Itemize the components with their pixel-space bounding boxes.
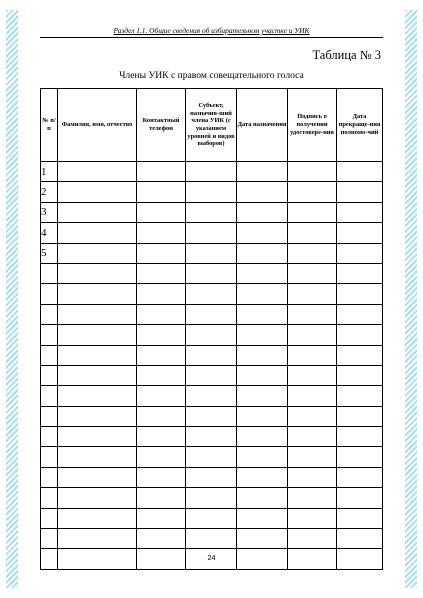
table-cell [337,223,383,243]
table-row [41,345,383,365]
table-row [41,447,383,467]
table-cell [58,202,137,222]
table-cell [58,508,137,528]
row-number-cell: 2 [41,182,58,202]
table-cell [288,325,337,345]
right-decorative-stripe [405,10,417,588]
row-number-cell [41,488,58,508]
table-cell [137,223,186,243]
table-row [41,427,383,447]
table-cell [337,162,383,182]
section-header: Раздел 1.1. Общие сведения об избирательном участке и УИК [113,26,310,35]
table-cell [58,447,137,467]
table-row [41,223,383,243]
table-cell [237,345,288,365]
row-number-cell: 5 [41,243,58,263]
column-header-appointing-subject: Субъект, назначив-ший члена УИК (с указанием уровней и видов выборов) [186,89,237,162]
table-body [41,162,383,570]
table-cell [288,488,337,508]
table-cell [58,182,137,202]
table-cell [137,345,186,365]
table-number: Таблица № 3 [312,48,381,62]
table-cell [337,182,383,202]
table-cell [58,345,137,365]
table-cell [237,223,288,243]
table-row [41,529,383,549]
table-cell [186,182,237,202]
table-row [41,304,383,324]
table-cell [58,427,137,447]
header-divider [40,37,383,38]
table-cell [288,447,337,467]
table-cell [58,467,137,487]
table-cell [337,467,383,487]
table-cell [137,365,186,385]
table-cell [237,304,288,324]
table-cell [337,447,383,467]
table-cell [237,488,288,508]
table-cell [137,162,186,182]
table-cell [237,467,288,487]
table-row [41,202,383,222]
table-cell [237,529,288,549]
table-row [41,508,383,528]
table-cell [58,325,137,345]
table-cell [288,427,337,447]
table-cell [137,467,186,487]
table-cell [288,406,337,426]
table-cell [337,406,383,426]
table-cell [237,162,288,182]
row-number-cell: 4 [41,223,58,243]
table-cell [186,386,237,406]
table-cell [58,284,137,304]
table-cell [137,447,186,467]
table-cell [186,325,237,345]
table-cell [337,508,383,528]
table-header-row [41,89,383,162]
table-cell [58,365,137,385]
table-cell [137,202,186,222]
table-cell [288,345,337,365]
table-cell [186,284,237,304]
row-number-cell [41,529,58,549]
table-row [41,182,383,202]
row-number-cell [41,508,58,528]
table-cell [288,467,337,487]
table-cell [186,406,237,426]
table-cell [288,529,337,549]
row-number-cell [41,467,58,487]
table-cell [237,243,288,263]
table-cell [137,508,186,528]
table-cell [58,488,137,508]
table-row [41,467,383,487]
table-cell [337,345,383,365]
column-header-appointment-date: Дата назначения [237,89,288,162]
table-cell [137,427,186,447]
row-number-cell [41,406,58,426]
column-header-id-signature: Подпись о получении удостовере-ния [288,89,337,162]
table-cell [337,386,383,406]
table-cell [337,529,383,549]
table-row [41,325,383,345]
table-cell [288,304,337,324]
table-cell [58,304,137,324]
row-number-cell [41,325,58,345]
table-cell [186,345,237,365]
table-row [41,386,383,406]
table-cell [237,427,288,447]
table-cell [337,488,383,508]
table-cell [186,202,237,222]
table-cell [337,427,383,447]
table-cell [58,162,137,182]
column-header-full-name: Фамилия, имя, отчество [58,89,137,162]
table-cell [237,365,288,385]
table-cell [186,223,237,243]
table-cell [337,365,383,385]
table-cell [288,508,337,528]
table-cell [288,223,337,243]
table-cell [58,263,137,283]
page-number: 24 [207,553,216,562]
table-cell [58,243,137,263]
row-number-cell [41,427,58,447]
table-row [41,263,383,283]
table-cell [337,304,383,324]
table-cell [137,406,186,426]
row-number-cell: 1 [41,162,58,182]
table-cell [237,406,288,426]
table-cell [337,325,383,345]
table-row [41,243,383,263]
table-cell [237,263,288,283]
row-number-cell: 3 [41,202,58,222]
table-cell [288,365,337,385]
table-cell [58,223,137,243]
row-number-cell [41,345,58,365]
row-number-cell [41,447,58,467]
table-cell [137,325,186,345]
table-cell [288,182,337,202]
table-cell [288,284,337,304]
table-cell [137,182,186,202]
table-cell [137,284,186,304]
table-cell [186,508,237,528]
row-number-cell [41,263,58,283]
table-cell [186,263,237,283]
table-cell [186,447,237,467]
table-cell [186,243,237,263]
table-cell [186,467,237,487]
table-cell [288,162,337,182]
table-cell [137,243,186,263]
table-cell [137,488,186,508]
table-cell [137,386,186,406]
table-cell [288,202,337,222]
table-row [41,284,383,304]
table-cell [137,304,186,324]
table-row [41,162,383,182]
table-row [41,365,383,385]
table-cell [186,162,237,182]
row-number-cell [41,284,58,304]
table-cell [337,284,383,304]
table-cell [288,243,337,263]
table-cell [237,386,288,406]
column-header-termination-date: Дата прекраще-ния полномо-чий [337,89,383,162]
table-cell [58,406,137,426]
table-title: Члены УИК с правом совещательного голоса [119,70,304,81]
members-table [40,88,383,570]
table-cell [337,202,383,222]
table-cell [58,529,137,549]
table-cell [237,447,288,467]
row-number-cell [41,365,58,385]
left-decorative-stripe [6,10,18,588]
table-cell [58,386,137,406]
table-cell [186,488,237,508]
column-header-phone: Контактный телефон [137,89,186,162]
table-row [41,406,383,426]
table-cell [288,263,337,283]
table-row [41,488,383,508]
table-cell [237,284,288,304]
table-cell [137,263,186,283]
table-cell [137,529,186,549]
table-cell [186,365,237,385]
table-cell [237,325,288,345]
table-cell [186,304,237,324]
table-cell [186,529,237,549]
table-cell [186,427,237,447]
table-cell [337,243,383,263]
table-cell [237,202,288,222]
row-number-cell [41,304,58,324]
column-header-number: № п/п [41,89,58,162]
table-cell [337,263,383,283]
table-cell [288,386,337,406]
table-cell [237,508,288,528]
table-cell [237,182,288,202]
row-number-cell [41,386,58,406]
